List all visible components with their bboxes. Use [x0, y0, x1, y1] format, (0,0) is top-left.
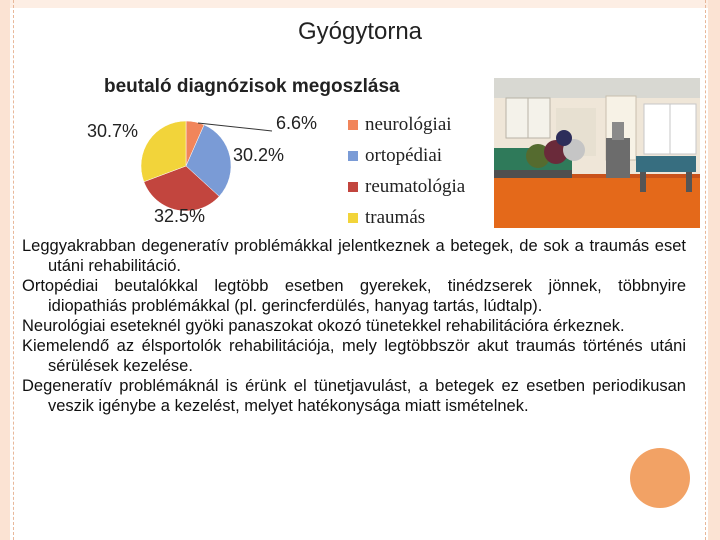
- paragraph: Neurológiai eseteknél gyöki panaszokat okozó tünetekkel rehabilitációra érkeznek.: [22, 317, 625, 335]
- legend-item-reumatologia: [348, 171, 465, 202]
- legend-label: traumás: [365, 206, 426, 228]
- legend-item-ortopediai: [348, 140, 465, 171]
- legend-item-traumas: [348, 202, 465, 233]
- data-label-traumas: 30.7%: [87, 121, 139, 141]
- paragraph: Ortopédiai beutalókkal legtöbb esetben gyerekek, tinédzserek jönnek, többnyire idiopathiás problémákkal (pl. gerincferdülés, hanyag tartás, lúdtalp).: [22, 277, 686, 315]
- body-text: [22, 236, 686, 416]
- data-label-ortopediai: 30.2%: [233, 145, 285, 165]
- legend-label: reumatológia: [365, 175, 466, 197]
- legend-label: neurológiai: [365, 113, 452, 135]
- legend-label: ortopédiai: [365, 144, 443, 166]
- decorative-circle: [630, 448, 690, 508]
- data-label-reumatologia: 32.5%: [154, 206, 206, 226]
- gym-room-photo: [494, 78, 700, 228]
- slide-title: Gyógytorna: [297, 18, 423, 45]
- legend-swatch: [348, 120, 358, 130]
- legend-swatch: [348, 213, 358, 223]
- chart-title: beutaló diagnózisok megoszlása: [104, 76, 400, 97]
- legend-swatch: [348, 151, 358, 161]
- data-label-neurologiai: 6.6%: [276, 113, 318, 133]
- paragraph: Kiemelendő az élsportolók rehabilitációja, mely legtöbbször akut traumás történés utáni sérülések kezelése.: [22, 337, 686, 375]
- legend-item-neurologiai: [348, 109, 465, 140]
- chart-legend: [348, 109, 465, 233]
- paragraph: Leggyakrabban degeneratív problémákkal jelentkeznek a betegek, de sok a traumás eset utáni rehabilitáció.: [22, 237, 686, 275]
- paragraph: Degeneratív problémáknál is érünk el tünetjavulást, a betegek ez esetben periodikusan veszik igénybe a kezelést, melyet hatékonysága miatt ismételnek.: [22, 377, 686, 415]
- legend-swatch: [348, 182, 358, 192]
